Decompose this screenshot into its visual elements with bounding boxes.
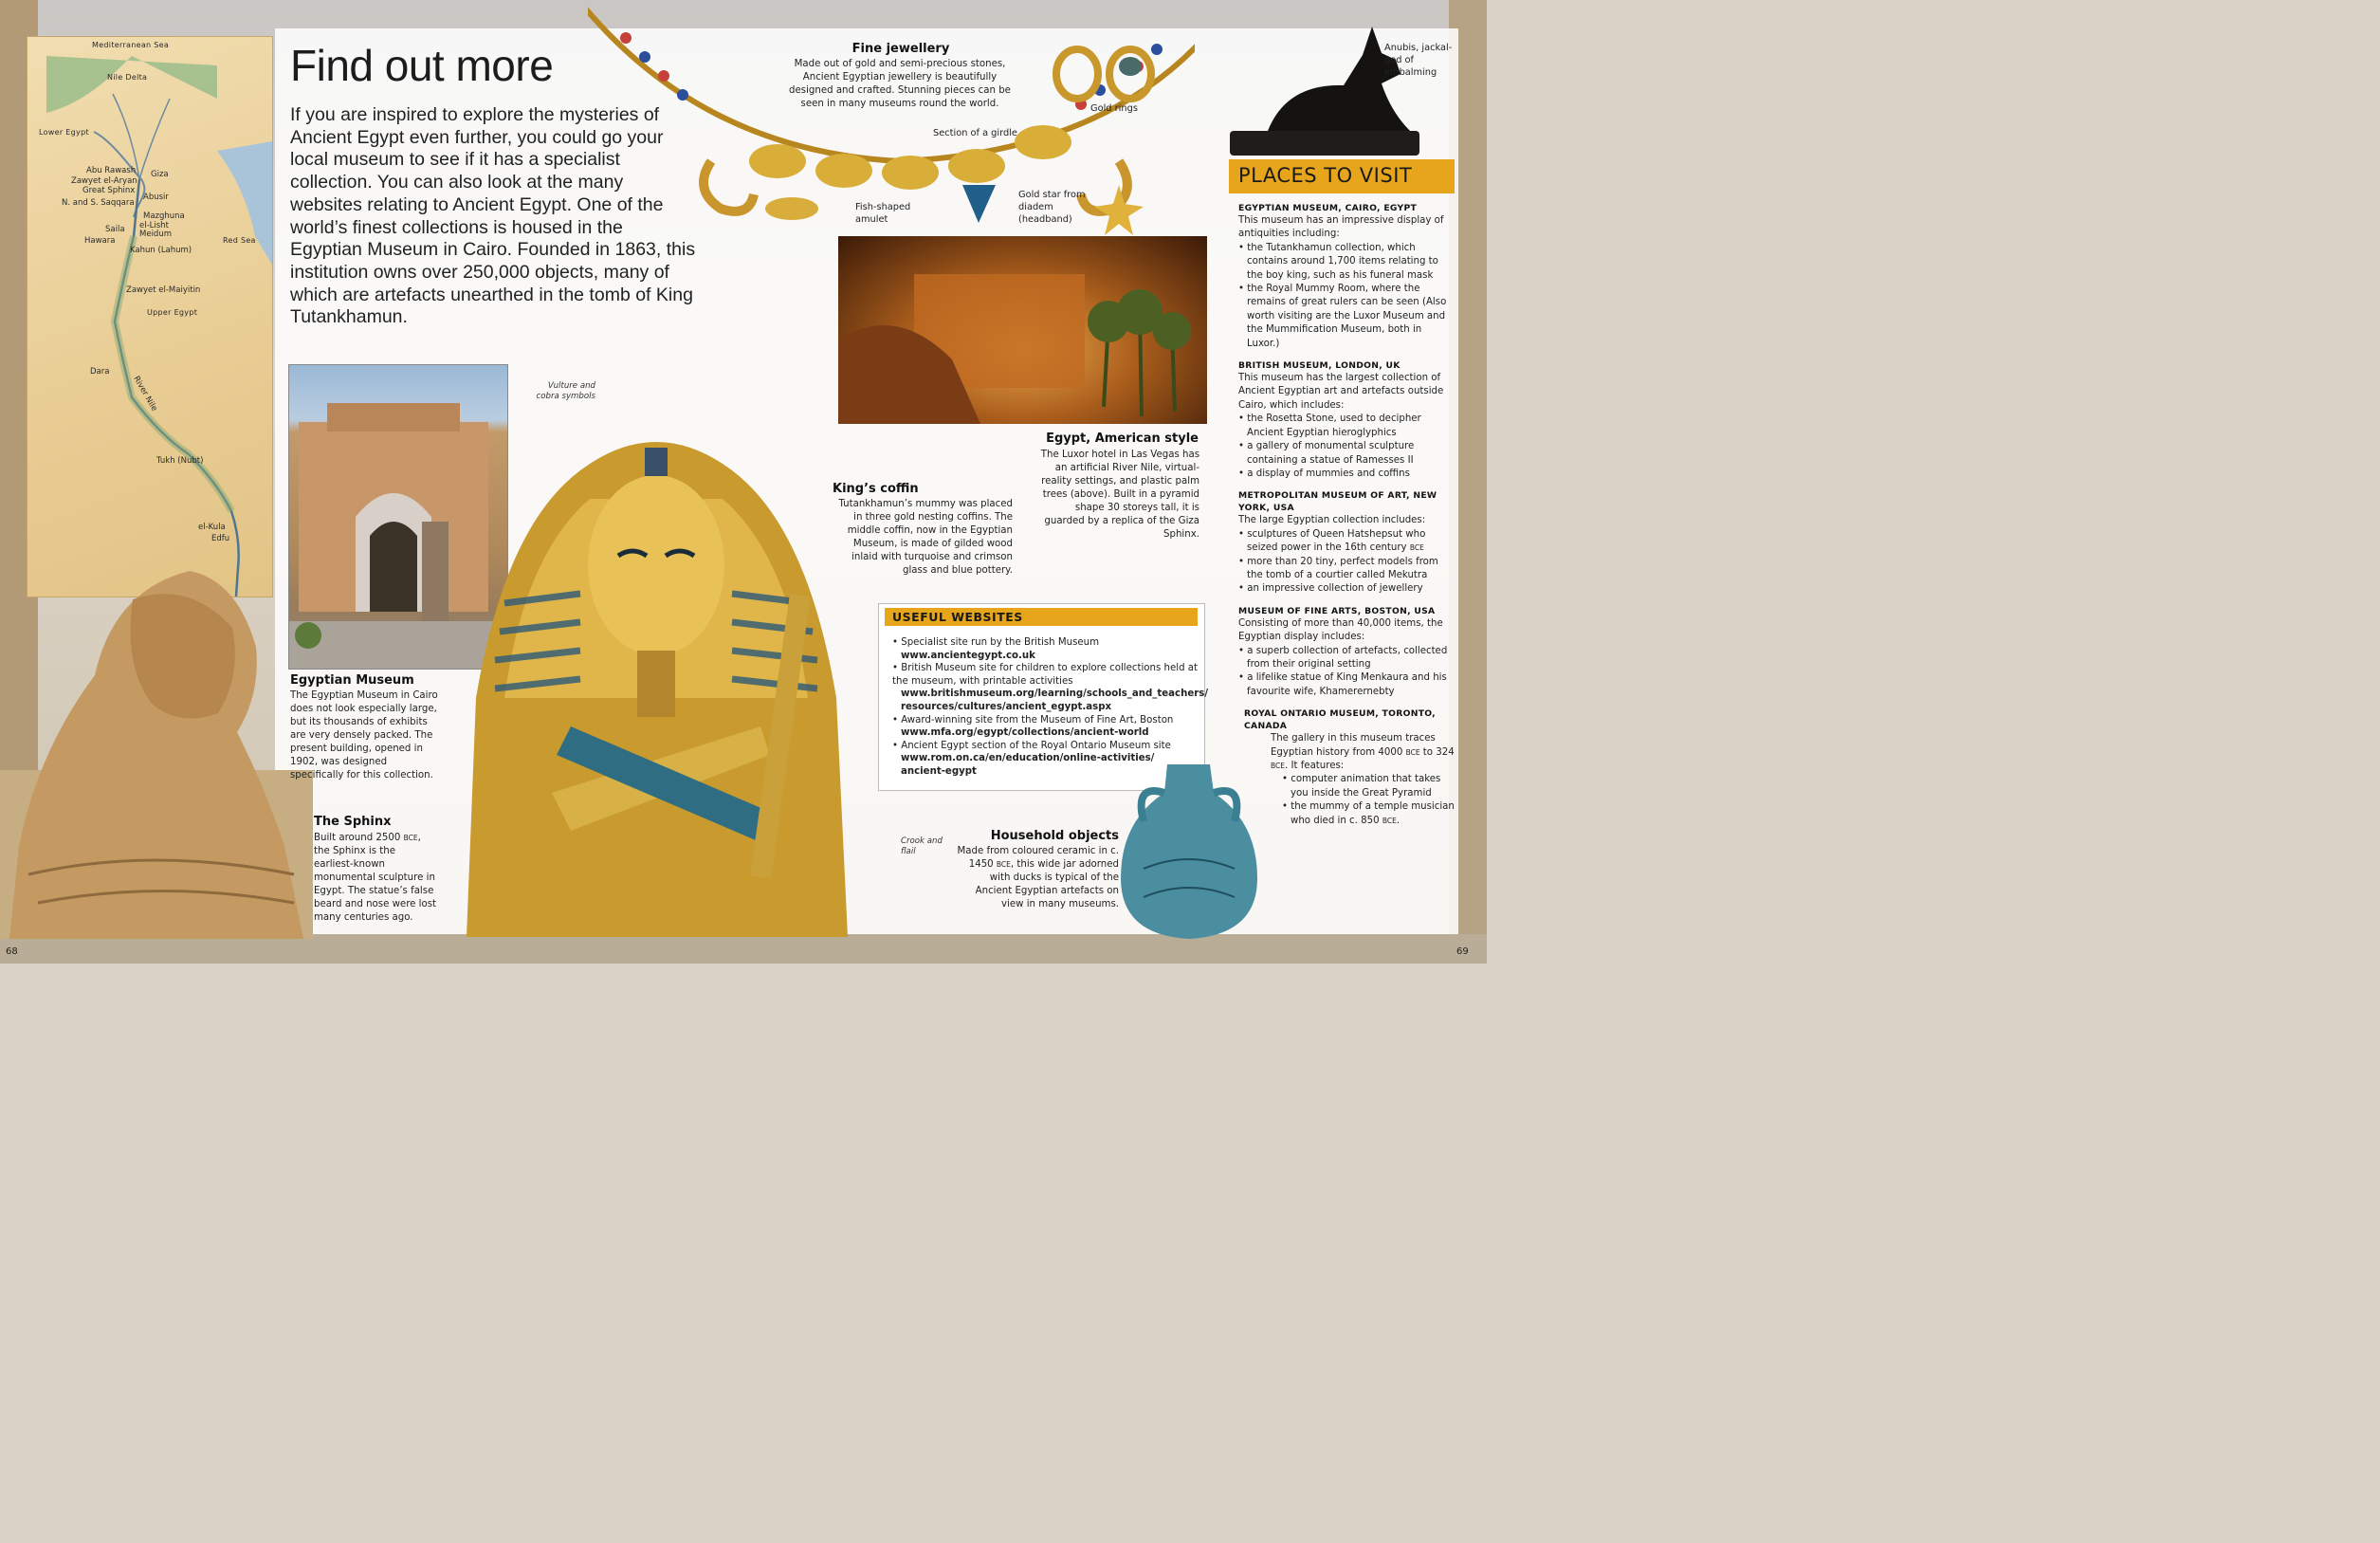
place-bullet: • computer animation that takes you inside the Great Pyramid: [1282, 773, 1455, 800]
place-bullet: • a display of mummies and coffins: [1238, 468, 1455, 481]
map-label-great-sphinx: Great Sphinx: [82, 186, 136, 195]
website-link[interactable]: www.britishmuseum.org/learning/schools_and_teachers/ resources/cultures/ancient_egypt.aspx: [901, 689, 1209, 712]
map-label-hawara: Hawara: [84, 236, 116, 246]
map-label-edfu: Edfu: [211, 534, 230, 543]
map-label-dara: Dara: [90, 367, 110, 377]
map-label-saila: Saila: [105, 225, 125, 234]
map-label-zawyet-maiyitin: Zawyet el-Maiyitin: [126, 285, 201, 295]
gold-rings-image: [1051, 46, 1157, 104]
luxor-hotel-photo: [838, 236, 1207, 424]
place-bullet: • a superb collection of artefacts, collected from their original setting: [1238, 645, 1455, 672]
intro-text: If you are inspired to explore the mysteries of Ancient Egypt even further, you could go your local museum to see if it has a specialist collection. You can also look at the many websites relating to Ancient Egypt. One of the world’s finest collections is housed in the Egyptian Museum in Cairo. Founded in 1863, this institution owns over 250,000 objects, many of which are artefacts unearthed in the tomb of King Tutankhamun.: [290, 104, 696, 328]
map-label-kahun: Kahun (Lahum): [130, 246, 192, 255]
luxor-caption-title: Egypt, American style: [1046, 432, 1199, 446]
place-bullet: • a lifelike statue of King Menkaura and his favourite wife, Khamerernebty: [1238, 671, 1455, 699]
map-label-abu-rawash: Abu Rawash: [86, 166, 137, 175]
household-caption-title: Household objects: [990, 829, 1119, 843]
website-description: • Ancient Egypt section of the Royal Ontario Museum site: [892, 741, 1171, 751]
anubis-label: Anubis, jackal-god of embalming: [1384, 43, 1453, 78]
place-british: [1229, 359, 1455, 481]
map-label-giza: Giza: [151, 170, 169, 179]
place-boston: [1229, 605, 1455, 699]
useful-websites-header: [885, 608, 1198, 626]
place-bullet: • the Royal Mummy Room, where the remains of great rulers can be seen (Also worth visiting are the Luxor Museum and the Mummification Museum, both in Luxor.): [1238, 283, 1455, 351]
sphinx-caption-text: Built around 2500 BCE, the Sphinx is the earliest-known monumental sculpture in Egypt. The statue’s false beard and nose were lost many centuries ago.: [314, 833, 437, 923]
page-number-right: 69: [1456, 946, 1469, 957]
luxor-caption-text: The Luxor hotel in Las Vegas has an artificial River Nile, virtual-reality settings, and plastic palm trees (above). Built in a pyramid shape 30 storeys tall, it is guarded by a replica of the Giza Sphinx.: [1040, 450, 1199, 540]
place-text: Consisting of more than 40,000 items, the Egyptian display includes:: [1238, 617, 1443, 643]
useful-websites-title: USEFUL WEBSITES: [892, 610, 1023, 624]
amulet-label: Fish-shaped amulet: [855, 202, 911, 225]
sphinx-image: [0, 561, 313, 939]
map-label-river-nile: River Nile: [131, 375, 159, 413]
place-heading: MUSEUM OF FINE ARTS, BOSTON, USA: [1238, 605, 1436, 616]
place-heading: ROYAL ONTARIO MUSEUM, TORONTO, CANADA: [1244, 708, 1436, 732]
place-bullets: [1271, 773, 1455, 828]
map-label-delta: Nile Delta: [107, 73, 148, 82]
nile-map: [27, 36, 273, 597]
place-cairo: [1229, 202, 1455, 351]
map-label-meidum: Meidum: [139, 230, 172, 239]
page-title: Find out more: [290, 41, 554, 90]
map-label-mazghuna: Mazghuna: [143, 211, 185, 221]
website-link[interactable]: www.mfa.org/egypt/collections/ancient-world: [901, 727, 1149, 739]
website-item: [892, 714, 1199, 740]
map-label-el-kula: el-Kula: [198, 523, 226, 532]
map-label-saqqara: N. and S. Saqqara: [62, 198, 135, 208]
places-header: [1229, 159, 1455, 193]
place-bullet: • sculptures of Queen Hatshepsut who seized power in the 16th century BCE: [1238, 528, 1455, 556]
website-item: [892, 662, 1209, 713]
website-description: • British Museum site for children to explore collections held at the museum, with printable activities: [892, 663, 1198, 687]
website-description: • Award-winning site from the Museum of Fine Art, Boston: [892, 715, 1173, 726]
place-bullets: [1238, 528, 1455, 597]
gold-star-label: Gold star from diadem (headband): [1018, 190, 1086, 225]
website-description: • Specialist site run by the British Museum: [892, 637, 1099, 648]
map-label-sea: Mediterranean Sea: [92, 41, 170, 49]
map-label-upper-egypt: Upper Egypt: [147, 308, 198, 317]
map-label-lower-egypt: Lower Egypt: [39, 128, 89, 137]
jewellery-caption-title: Fine jewellery: [851, 42, 950, 56]
place-heading: EGYPTIAN MUSEUM, CAIRO, EGYPT: [1238, 203, 1418, 213]
place-toronto: [1229, 707, 1455, 828]
coffin-caption-text: Tutankhamun’s mummy was placed in three gold nesting coffins. The middle coffin, now in the Egyptian Museum, is made of gilded wood inlaid with turquoise and crimson glass and blue pottery.: [838, 499, 1013, 576]
website-link[interactable]: www.rom.on.ca/en/education/online-activities/ ancient-egypt: [901, 753, 1155, 777]
map-label-red-sea: Red Sea: [223, 236, 256, 245]
place-bullet: • the mummy of a temple musician who died in c. 850 BCE.: [1282, 800, 1455, 828]
place-bullet: • a gallery of monumental sculpture containing a statue of Ramesses II: [1238, 440, 1455, 468]
place-bullets: [1238, 645, 1455, 700]
page-number-left: 68: [6, 946, 18, 957]
place-heading: METROPOLITAN MUSEUM OF ART, NEW YORK, USA: [1238, 490, 1437, 514]
place-bullets: [1238, 242, 1455, 351]
museum-caption-text: The Egyptian Museum in Cairo does not look especially large, but its thousands of exhibits are very densely packed. The present building, opened in 1902, was designed specifically for this collection.: [290, 690, 438, 781]
map-label-el-lisht: el-Lisht: [139, 221, 169, 230]
nile-river-drawing: [27, 37, 272, 597]
anubis-image: [1230, 17, 1457, 157]
place-text: The large Egyptian collection includes:: [1238, 515, 1426, 526]
place-bullet: • the Tutankhamun collection, which contains around 1,700 items relating to the boy king, such as his funeral mask: [1238, 242, 1455, 283]
places-to-visit-panel: [1229, 159, 1458, 828]
place-heading: BRITISH MUSEUM, LONDON, UK: [1238, 360, 1401, 372]
place-text: This museum has an impressive display of antiquities including:: [1238, 215, 1444, 240]
website-link[interactable]: www.ancientegypt.co.uk: [901, 650, 1035, 661]
vulture-cobra-label: Vulture and cobra symbols: [536, 381, 595, 401]
gold-rings-label: Gold rings: [1090, 103, 1138, 114]
map-label-tukh: Tukh (Nubt): [156, 456, 204, 466]
place-text: The gallery in this museum traces Egyptian history from 4000 BCE to 324 BCE. It features:: [1271, 733, 1455, 771]
places-title: PLACES TO VISIT: [1238, 164, 1413, 187]
map-label-abusir: Abusir: [143, 193, 169, 202]
place-bullet: • the Rosetta Stone, used to decipher Ancient Egyptian hieroglyphics: [1238, 413, 1455, 440]
household-caption-text: Made from coloured ceramic in c. 1450 BCE, this wide jar adorned with ducks is typical of the Ancient Egyptian artefacts on view in many museums.: [957, 846, 1119, 909]
tutankhamun-coffin-image: [467, 413, 848, 937]
place-text: This museum has the largest collection of Ancient Egyptian art and artefacts outside Cairo, which includes:: [1238, 373, 1444, 411]
jewellery-caption-text: Made out of gold and semi-precious stones, Ancient Egyptian jewellery is beautifully designed and crafted. Stunning pieces can be seen in many museums round the world.: [789, 59, 1011, 109]
sphinx-caption-title: The Sphinx: [314, 815, 392, 829]
place-met: [1229, 489, 1455, 596]
map-label-zawyet-aryan: Zawyet el-Aryan: [71, 176, 137, 186]
museum-caption-title: Egyptian Museum: [290, 673, 414, 688]
place-bullets: [1238, 413, 1455, 481]
place-bullet: • an impressive collection of jewellery: [1238, 582, 1455, 596]
crook-flail-label: Crook and flail: [901, 836, 943, 856]
place-bullet: • more than 20 tiny, perfect models from the tomb of a courtier called Mekutra: [1238, 556, 1455, 583]
website-item: [892, 636, 1199, 662]
girdle-label: Section of a girdle: [933, 128, 1017, 138]
coffin-caption-title: King’s coffin: [833, 482, 919, 496]
